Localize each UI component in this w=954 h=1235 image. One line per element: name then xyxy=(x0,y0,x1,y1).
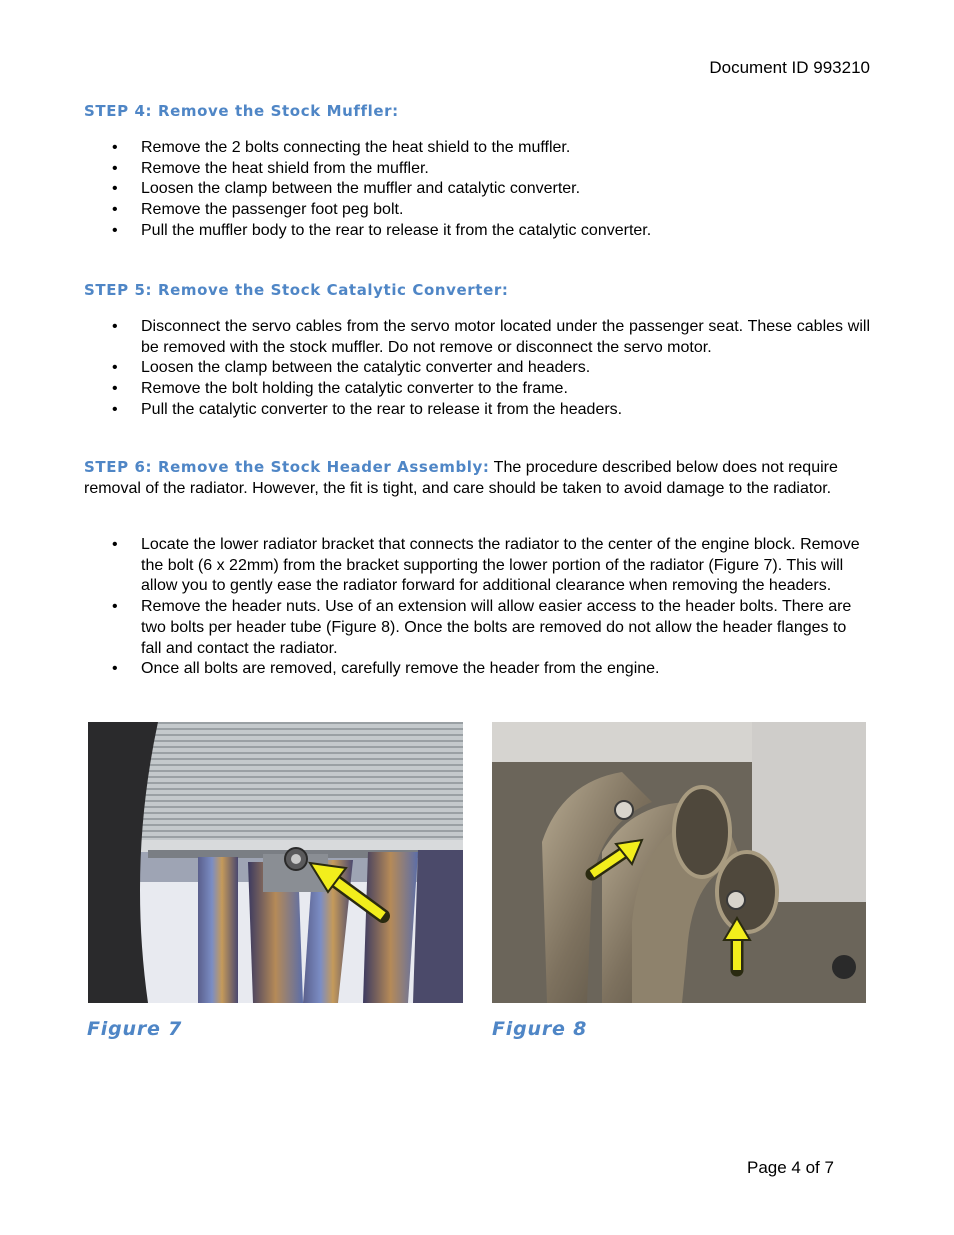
bullet-icon: • xyxy=(112,201,118,219)
bullet-icon: • xyxy=(112,139,118,156)
step-6-heading: STEP 6: Remove the Stock Header Assembly: xyxy=(84,458,490,476)
bullet-icon: • xyxy=(112,221,118,239)
bullet-icon: • xyxy=(112,159,118,177)
bullet-icon: • xyxy=(112,380,118,398)
step-6-list xyxy=(84,535,870,680)
radiator-bracket-illustration xyxy=(88,722,463,1003)
page-number: Page 4 of 7 xyxy=(747,1158,834,1177)
step-4-heading: STEP 4: Remove the Stock Muffler: xyxy=(84,102,399,120)
list-item: • Pull the catalytic converter to the rear to release it from the headers. xyxy=(84,400,870,421)
figure-8-caption: Figure 8 xyxy=(492,1018,588,1040)
list-item: • Remove the bolt holding the catalytic converter to the frame. xyxy=(84,379,870,400)
list-item: • Loosen the clamp between the catalytic converter and headers. xyxy=(84,358,870,379)
list-item: • Once all bolts are removed, carefully remove the header from the engine. xyxy=(84,659,870,680)
bullet-icon: • xyxy=(112,598,118,616)
document-id: Document ID 993210 xyxy=(709,58,870,77)
bullet-icon: • xyxy=(112,318,118,335)
step-6-intro xyxy=(84,457,870,499)
list-item: • Remove the header nuts. Use of an extension will allow easier access to the header bolts. There are two bolts per header tube (Figure 8). Once the bolts are removed do not allow the header flanges to fall and contact the radiator. xyxy=(112,598,852,657)
bullet-icon: • xyxy=(112,536,118,553)
list-item: • Pull the muffler body to the rear to release it from the catalytic converter. xyxy=(84,221,870,242)
step-5-heading: STEP 5: Remove the Stock Catalytic Converter: xyxy=(84,281,509,299)
step-5-list xyxy=(84,317,870,421)
list-item: • Remove the heat shield from the muffler. xyxy=(84,159,870,180)
bullet-icon: • xyxy=(112,359,118,377)
figure-8-photo xyxy=(492,722,866,1003)
step-6-intro-text: The procedure described below does not require removal of the radiator. However, the fit is tight, and care should be taken to avoid damage to the radiator. xyxy=(84,459,838,497)
bullet-icon: • xyxy=(112,400,118,418)
figure-7-caption: Figure 7 xyxy=(87,1018,183,1040)
step-4-list xyxy=(84,138,870,242)
bullet-icon: • xyxy=(112,180,118,198)
list-item: • Disconnect the servo cables from the servo motor located under the passenger seat. These cables will be removed with the stock muffler. Do not remove or disconnect the servo motor. xyxy=(112,318,870,356)
bullet-icon: • xyxy=(112,660,118,678)
figure-7-photo xyxy=(88,722,463,1003)
list-item: • Remove the passenger foot peg bolt. xyxy=(84,200,870,221)
list-item: • Loosen the clamp between the muffler and catalytic converter. xyxy=(84,179,870,200)
list-item: • Locate the lower radiator bracket that connects the radiator to the center of the engine block. Remove the bolt (6 x 22mm) from the bracket supporting the lower portion of the radiator (Figure 7). This will allow you to gently ease the radiator forward for additional clearance when removing the headers. xyxy=(112,536,860,595)
header-bolts-illustration xyxy=(492,722,866,1003)
list-item: • Remove the 2 bolts connecting the heat shield to the muffler. xyxy=(84,138,870,159)
